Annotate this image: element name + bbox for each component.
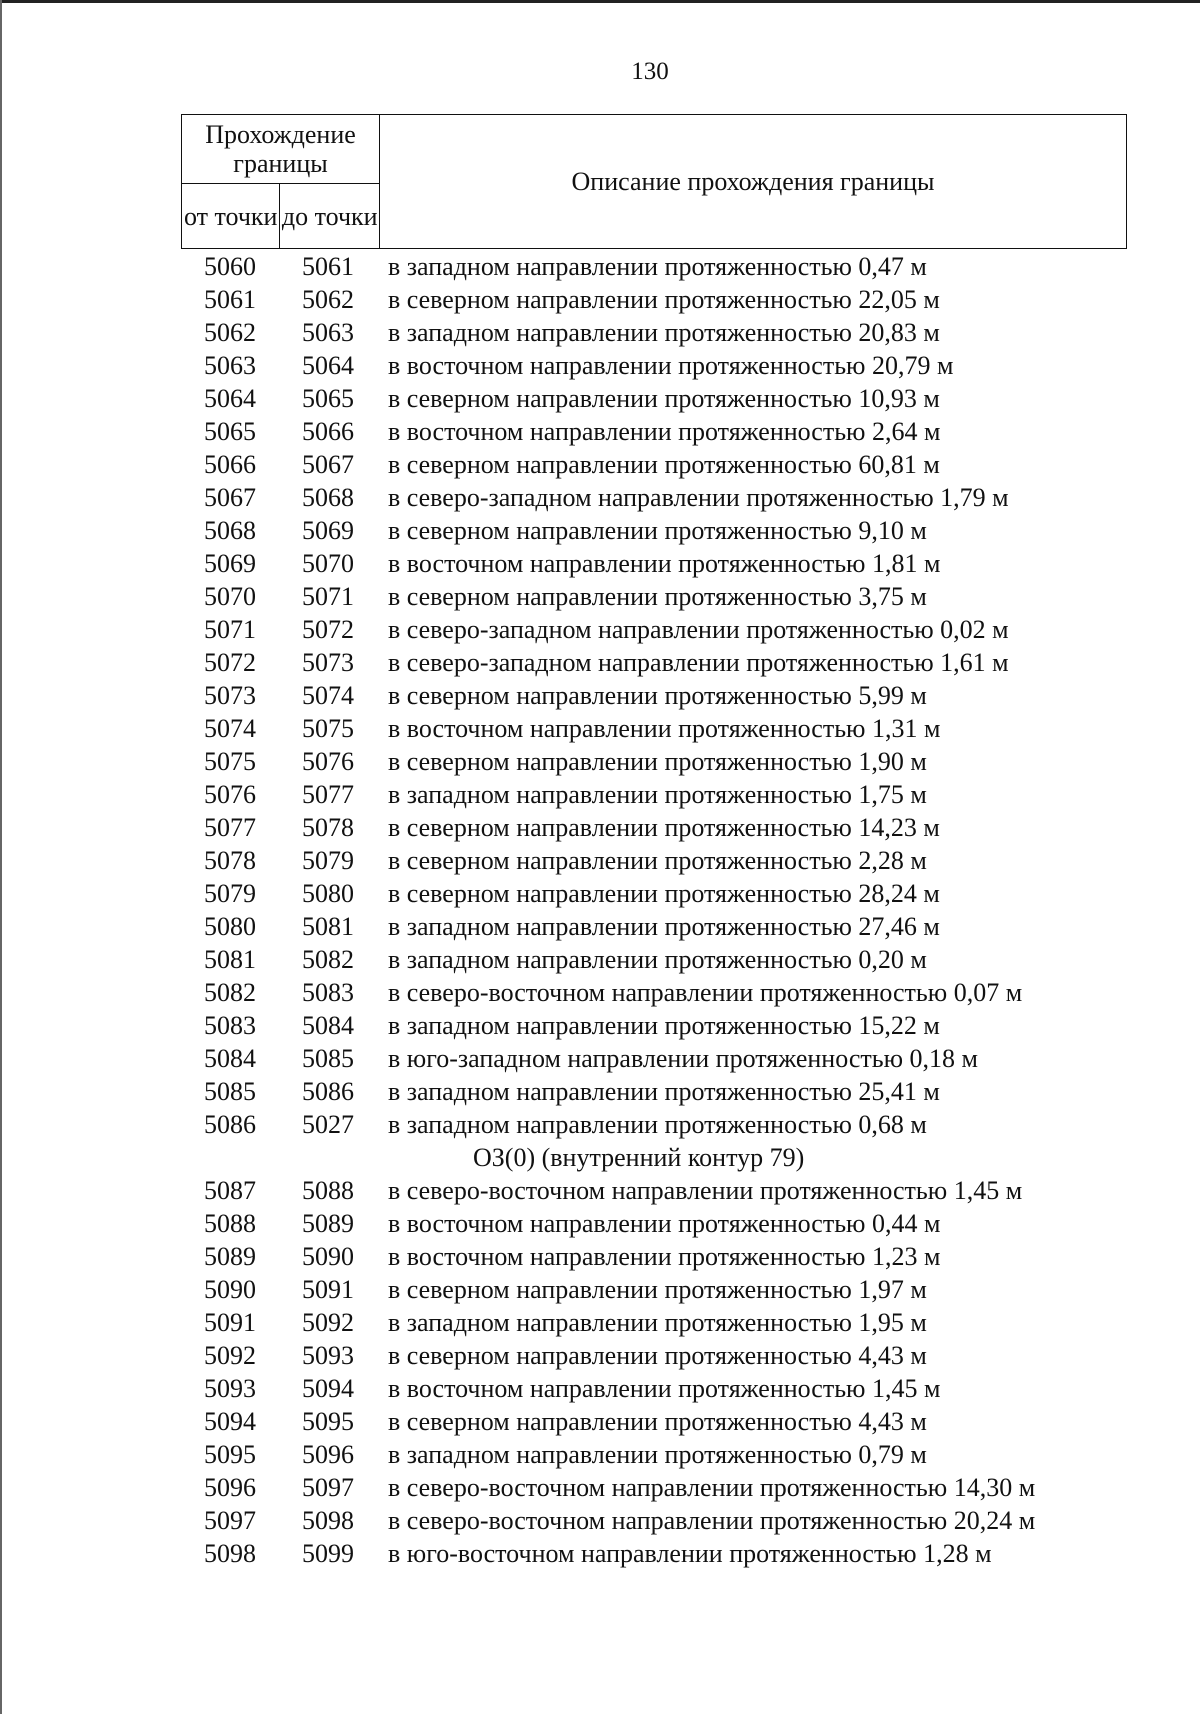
segment-description: в западном направлении протяженностью 15,22 м bbox=[388, 1010, 940, 1040]
to-point: 5027 bbox=[302, 1109, 354, 1139]
to-point: 5084 bbox=[302, 1010, 354, 1040]
header-from-cell: от точки bbox=[182, 184, 280, 249]
page-number: 130 bbox=[631, 58, 669, 85]
from-point: 5089 bbox=[204, 1241, 256, 1271]
from-point: 5077 bbox=[204, 812, 256, 842]
segment-description: в северо-западном направлении протяженностью 1,79 м bbox=[388, 482, 1009, 512]
from-point: 5069 bbox=[204, 548, 256, 578]
segment-description: в западном направлении протяженностью 0,68 м bbox=[388, 1109, 927, 1139]
segment-description: в западном направлении протяженностью 25,41 м bbox=[388, 1076, 940, 1106]
from-point: 5061 bbox=[204, 284, 256, 314]
segment-description: в юго-западном направлении протяженностью 0,18 м bbox=[388, 1043, 978, 1073]
table-row bbox=[181, 1174, 1127, 1207]
from-point: 5090 bbox=[204, 1274, 256, 1304]
to-point: 5077 bbox=[302, 779, 354, 809]
from-point: 5062 bbox=[204, 317, 256, 347]
table-row bbox=[181, 448, 1127, 481]
to-point: 5073 bbox=[302, 647, 354, 677]
table-row bbox=[181, 745, 1127, 778]
table-row bbox=[181, 1339, 1127, 1372]
from-point: 5060 bbox=[204, 251, 256, 281]
from-point: 5065 bbox=[204, 416, 256, 446]
segment-description: в западном направлении протяженностью 1,75 м bbox=[388, 779, 927, 809]
to-point: 5099 bbox=[302, 1538, 354, 1568]
boundary-table-body bbox=[181, 250, 1127, 1570]
from-point: 5079 bbox=[204, 878, 256, 908]
from-point: 5087 bbox=[204, 1175, 256, 1205]
table-row bbox=[181, 415, 1127, 448]
from-point: 5076 bbox=[204, 779, 256, 809]
to-point: 5089 bbox=[302, 1208, 354, 1238]
table-row bbox=[181, 844, 1127, 877]
segment-description: в западном направлении протяженностью 0,20 м bbox=[388, 944, 927, 974]
segment-description: в западном направлении протяженностью 0,47 м bbox=[388, 251, 927, 281]
from-point: 5093 bbox=[204, 1373, 256, 1403]
segment-description: в северном направлении протяженностью 3,75 м bbox=[388, 581, 927, 611]
from-point: 5075 bbox=[204, 746, 256, 776]
from-point: 5064 bbox=[204, 383, 256, 413]
to-point: 5081 bbox=[302, 911, 354, 941]
segment-description: в северо-восточном направлении протяженностью 20,24 м bbox=[388, 1505, 1036, 1535]
table-row bbox=[181, 382, 1127, 415]
to-point: 5088 bbox=[302, 1175, 354, 1205]
to-point: 5091 bbox=[302, 1274, 354, 1304]
to-point: 5068 bbox=[302, 482, 354, 512]
from-point: 5070 bbox=[204, 581, 256, 611]
table-header bbox=[181, 114, 1127, 249]
from-point: 5082 bbox=[204, 977, 256, 1007]
to-point: 5080 bbox=[302, 878, 354, 908]
scan-edge-left bbox=[0, 0, 2, 1714]
table-row bbox=[181, 1372, 1127, 1405]
segment-description: в северном направлении протяженностью 10,93 м bbox=[388, 383, 940, 413]
segment-description: в северо-восточном направлении протяженностью 14,30 м bbox=[388, 1472, 1036, 1502]
table-row bbox=[181, 679, 1127, 712]
from-point: 5063 bbox=[204, 350, 256, 380]
from-point: 5068 bbox=[204, 515, 256, 545]
to-point: 5076 bbox=[302, 746, 354, 776]
from-point: 5091 bbox=[204, 1307, 256, 1337]
from-point: 5080 bbox=[204, 911, 256, 941]
segment-description: в северном направлении протяженностью 1,97 м bbox=[388, 1274, 927, 1304]
to-point: 5070 bbox=[302, 548, 354, 578]
to-point: 5065 bbox=[302, 383, 354, 413]
table-row bbox=[181, 1405, 1127, 1438]
to-point: 5098 bbox=[302, 1505, 354, 1535]
segment-description: в северном направлении протяженностью 9,10 м bbox=[388, 515, 927, 545]
to-point: 5090 bbox=[302, 1241, 354, 1271]
to-point: 5075 bbox=[302, 713, 354, 743]
table-row bbox=[181, 481, 1127, 514]
from-point: 5085 bbox=[204, 1076, 256, 1106]
to-point: 5071 bbox=[302, 581, 354, 611]
table-row bbox=[181, 547, 1127, 580]
table-row bbox=[181, 910, 1127, 943]
from-point: 5096 bbox=[204, 1472, 256, 1502]
to-point: 5096 bbox=[302, 1439, 354, 1469]
to-point: 5067 bbox=[302, 449, 354, 479]
segment-description: в северо-западном направлении протяженностью 0,02 м bbox=[388, 614, 1009, 644]
to-point: 5082 bbox=[302, 944, 354, 974]
segment-description: в юго-восточном направлении протяженностью 1,28 м bbox=[388, 1538, 992, 1568]
segment-description: в северном направлении протяженностью 2,28 м bbox=[388, 845, 927, 875]
table-row bbox=[181, 1438, 1127, 1471]
from-point: 5084 bbox=[204, 1043, 256, 1073]
header-description-cell: Описание прохождения границы bbox=[380, 115, 1127, 249]
to-point: 5062 bbox=[302, 284, 354, 314]
table-row bbox=[181, 283, 1127, 316]
header-group-cell: Прохождение границы bbox=[182, 115, 380, 184]
from-point: 5088 bbox=[204, 1208, 256, 1238]
to-point: 5078 bbox=[302, 812, 354, 842]
segment-description: в северном направлении протяженностью 5,99 м bbox=[388, 680, 927, 710]
segment-description: в северном направлении протяженностью 14,23 м bbox=[388, 812, 940, 842]
to-point: 5092 bbox=[302, 1307, 354, 1337]
table-row bbox=[181, 1537, 1127, 1570]
table-row bbox=[181, 316, 1127, 349]
from-point: 5094 bbox=[204, 1406, 256, 1436]
from-point: 5073 bbox=[204, 680, 256, 710]
table-row bbox=[181, 1273, 1127, 1306]
table-row bbox=[181, 1042, 1127, 1075]
to-point: 5064 bbox=[302, 350, 354, 380]
to-point: 5086 bbox=[302, 1076, 354, 1106]
to-point: 5083 bbox=[302, 977, 354, 1007]
table-row bbox=[181, 1108, 1127, 1141]
header-to-cell: до точки bbox=[280, 184, 380, 249]
table-row bbox=[181, 1504, 1127, 1537]
table-row bbox=[181, 943, 1127, 976]
table-row bbox=[181, 1240, 1127, 1273]
from-point: 5078 bbox=[204, 845, 256, 875]
section-heading-row bbox=[181, 1141, 1127, 1174]
segment-description: в северном направлении протяженностью 22,05 м bbox=[388, 284, 940, 314]
table-row bbox=[181, 349, 1127, 382]
table-row bbox=[181, 613, 1127, 646]
table-row bbox=[181, 811, 1127, 844]
section-heading: ОЗ(0) (внутренний контур 79) bbox=[473, 1142, 805, 1172]
segment-description: в северо-западном направлении протяженностью 1,61 м bbox=[388, 647, 1009, 677]
segment-description: в западном направлении протяженностью 20,83 м bbox=[388, 317, 940, 347]
table-row bbox=[181, 712, 1127, 745]
to-point: 5063 bbox=[302, 317, 354, 347]
segment-description: в восточном направлении протяженностью 0,44 м bbox=[388, 1208, 941, 1238]
segment-description: в восточном направлении протяженностью 1,45 м bbox=[388, 1373, 941, 1403]
table-row bbox=[181, 778, 1127, 811]
from-point: 5095 bbox=[204, 1439, 256, 1469]
from-point: 5071 bbox=[204, 614, 256, 644]
table-row bbox=[181, 1207, 1127, 1240]
from-point: 5098 bbox=[204, 1538, 256, 1568]
to-point: 5066 bbox=[302, 416, 354, 446]
segment-description: в северном направлении протяженностью 4,43 м bbox=[388, 1406, 927, 1436]
table-row bbox=[181, 1075, 1127, 1108]
to-point: 5094 bbox=[302, 1373, 354, 1403]
table-row bbox=[181, 976, 1127, 1009]
segment-description: в северо-восточном направлении протяженностью 1,45 м bbox=[388, 1175, 1023, 1205]
segment-description: в северном направлении протяженностью 28,24 м bbox=[388, 878, 940, 908]
to-point: 5085 bbox=[302, 1043, 354, 1073]
from-point: 5072 bbox=[204, 647, 256, 677]
to-point: 5079 bbox=[302, 845, 354, 875]
segment-description: в северном направлении протяженностью 60,81 м bbox=[388, 449, 940, 479]
table-row bbox=[181, 1471, 1127, 1504]
to-point: 5097 bbox=[302, 1472, 354, 1502]
from-point: 5092 bbox=[204, 1340, 256, 1370]
to-point: 5093 bbox=[302, 1340, 354, 1370]
segment-description: в северном направлении протяженностью 4,43 м bbox=[388, 1340, 927, 1370]
from-point: 5081 bbox=[204, 944, 256, 974]
to-point: 5072 bbox=[302, 614, 354, 644]
table-row bbox=[181, 1306, 1127, 1339]
table-row bbox=[181, 877, 1127, 910]
from-point: 5066 bbox=[204, 449, 256, 479]
segment-description: в северо-восточном направлении протяженностью 0,07 м bbox=[388, 977, 1023, 1007]
scan-edge-top bbox=[0, 0, 1200, 3]
segment-description: в восточном направлении протяженностью 1,81 м bbox=[388, 548, 941, 578]
table-row bbox=[181, 646, 1127, 679]
segment-description: в западном направлении протяженностью 1,95 м bbox=[388, 1307, 927, 1337]
to-point: 5074 bbox=[302, 680, 354, 710]
to-point: 5095 bbox=[302, 1406, 354, 1436]
table-row bbox=[181, 580, 1127, 613]
segment-description: в восточном направлении протяженностью 1,23 м bbox=[388, 1241, 941, 1271]
to-point: 5061 bbox=[302, 251, 354, 281]
from-point: 5083 bbox=[204, 1010, 256, 1040]
segment-description: в восточном направлении протяженностью 2,64 м bbox=[388, 416, 941, 446]
to-point: 5069 bbox=[302, 515, 354, 545]
from-point: 5074 bbox=[204, 713, 256, 743]
segment-description: в северном направлении протяженностью 1,90 м bbox=[388, 746, 927, 776]
from-point: 5067 bbox=[204, 482, 256, 512]
table-row bbox=[181, 250, 1127, 283]
table-row bbox=[181, 1009, 1127, 1042]
segment-description: в западном направлении протяженностью 27,46 м bbox=[388, 911, 940, 941]
from-point: 5086 bbox=[204, 1109, 256, 1139]
table-row bbox=[181, 514, 1127, 547]
segment-description: в восточном направлении протяженностью 20,79 м bbox=[388, 350, 954, 380]
from-point: 5097 bbox=[204, 1505, 256, 1535]
segment-description: в западном направлении протяженностью 0,79 м bbox=[388, 1439, 927, 1469]
segment-description: в восточном направлении протяженностью 1,31 м bbox=[388, 713, 941, 743]
